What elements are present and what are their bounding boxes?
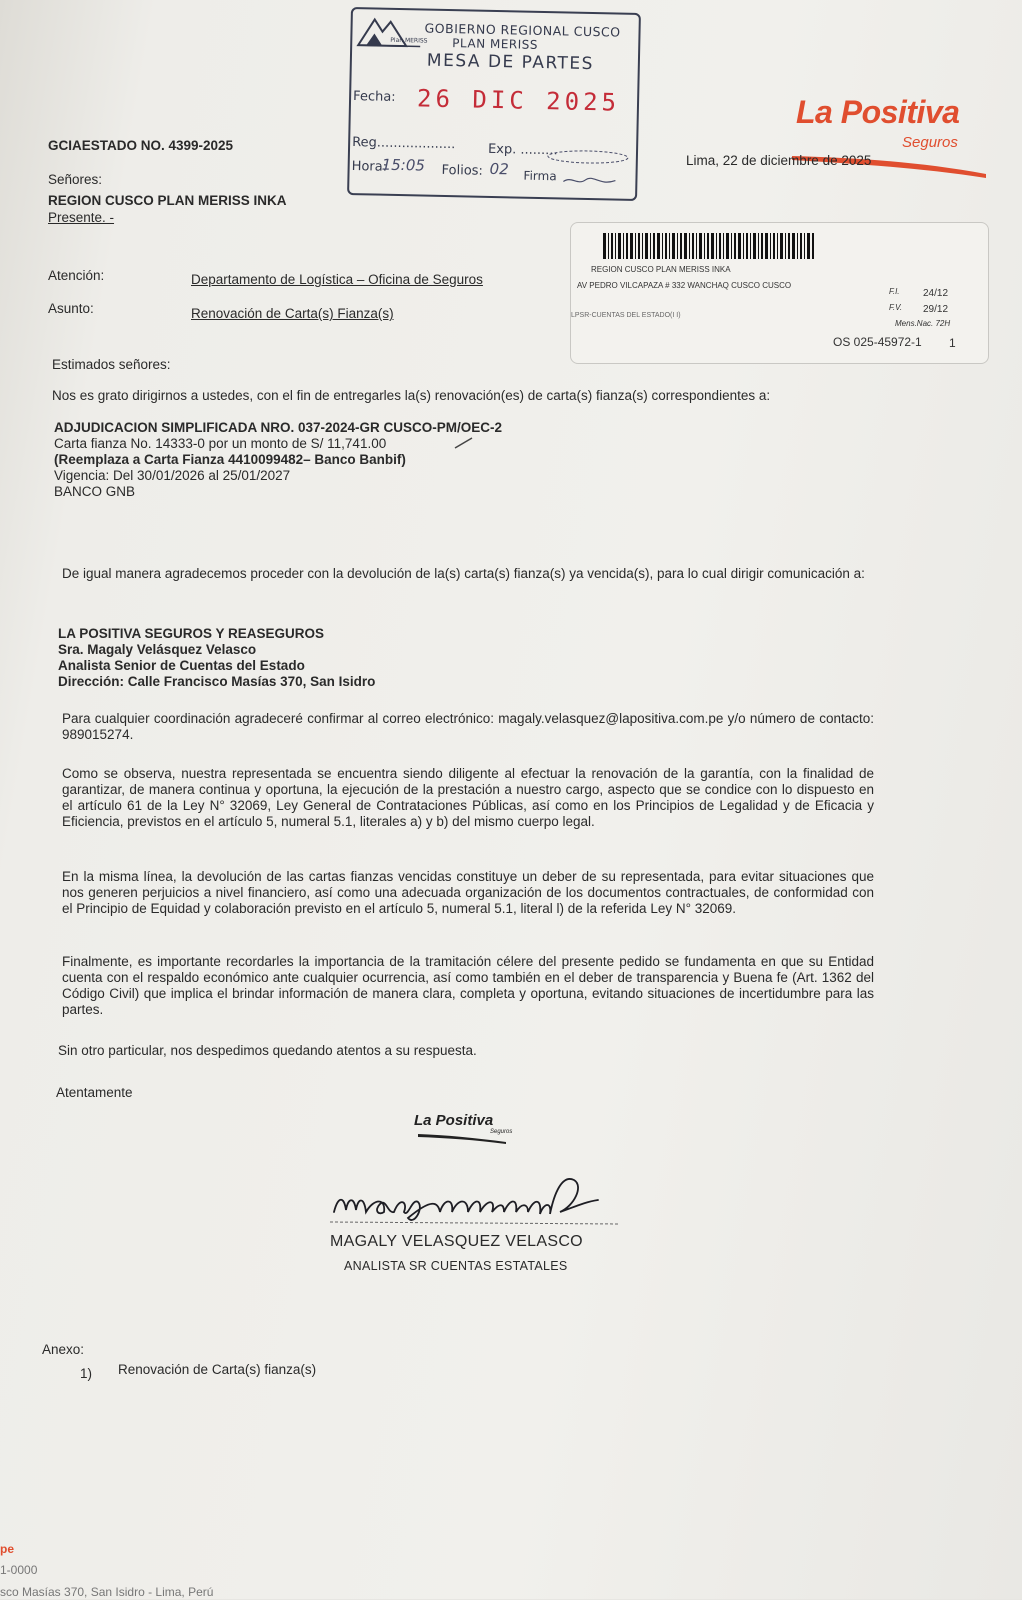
letter-date: Lima, 22 de diciembre de 2025	[686, 153, 872, 168]
stamp-scribble-icon	[546, 147, 632, 167]
coordinacion-paragraph: Para cualquier coordinación agradeceré confirmar al correo electrónico: magaly.velasquez@lapositiva.com.pe y/o número de contacto: 989015274.	[62, 711, 874, 742]
label-address: AV PEDRO VILCAPAZA # 332 WANCHAQ CUSCO CUSCO	[577, 281, 792, 290]
stamp-exp-label: Exp. .........	[487, 141, 558, 159]
carta-fianza-line: Carta fianza No. 14333-0 por un monto de S/ 11,741.00	[54, 436, 387, 451]
atencion-label: Atención:	[48, 268, 105, 283]
asunto-label: Asunto:	[48, 301, 94, 316]
brand-subtitle: Seguros	[902, 134, 958, 151]
annex-item: Renovación de Carta(s) fianza(s)	[118, 1362, 317, 1377]
stamp-line1: GOBIERNO REGIONAL CUSCO	[424, 20, 621, 40]
signer-name: MAGALY VELASQUEZ VELASCO	[330, 1233, 583, 1250]
contact-title: Analista Senior de Cuentas del Estado	[58, 658, 305, 673]
plan-meriss-logo-icon	[356, 13, 428, 48]
stamp-folios-value: 02	[489, 159, 509, 179]
stamp-reg-label: Reg...................	[352, 135, 456, 153]
courier-label	[570, 222, 989, 364]
vigencia-line: Vigencia: Del 30/01/2026 al 25/01/2027	[54, 468, 291, 483]
reemplaza-line: (Reemplaza a Carta Fianza 4410099482– Banco Banbif)	[54, 452, 406, 467]
label-recipient: REGION CUSCO PLAN MERISS INKA	[591, 265, 731, 274]
closing-line: Sin otro particular, nos despedimos quedando atentos a su respuesta.	[58, 1043, 477, 1058]
senores-label: Señores:	[48, 172, 103, 187]
letter-page: Plan MERISS GOBIERNO REGIONAL CUSCO PLAN MERISS MESA DE PARTES Fecha: 26 DIC 2025 Reg................... Exp. ......... Hora: 15:05 Folios: 02 Firma La Positiva Seguros GCIAESTADO NO. 4399-2025 Lima, 22 de diciembre de 2025 Señores: REGION CUSCO PLAN MERISS INKA Presente. - Atención: Departamento de Logística – Oficina de Seguros Asunto: Renovación de Carta(s) Fianza(s) REGION CUSCO PLAN MERISS INKA AV PEDRO VILCAPAZA # 332 WANCHAQ CUSCO CUSCO LPSR-CUENTAS DEL ESTADO(I I) F.I. 24/12 F.V. 29/12 Mens.Nac. 72H OS 025-45972-1 1 Estimados señores: Nos es grato dirigirnos a ustedes, con el fin de entregarles la(s) renovación(es) de carta(s) fianza(s) correspondientes a: ADJUDICACION SIMPLIFICADA NRO. 037-2024-GR CUSCO-PM/OEC-2 Carta fianza No. 14333-0 por un monto de S/ 11,741.00 (Reemplaza a Carta Fianza 4410099482– Banco Banbif) Vigencia: Del 30/01/2026 al 25/01/2027 BANCO GNB De igual manera agradecemos proceder con la devolución de la(s) carta(s) fianza(s) ya vencida(s), para lo cual dirigir comunicación a: LA POSITIVA SEGUROS Y REASEGUROS Sra. Magaly Velásquez Velasco Analista Senior de Cuentas del Estado Dirección: Calle Francisco Masías 370, San Isidro Para cualquier coordinación agradeceré confirmar al correo electrónico: magaly.velasquez@lapositiva.com.pe y/o número de contacto: 989015274. Como se observa, nuestra representada se encuentra siendo diligente al efectuar la renovación de la garantía, con la finalidad de garantizar, de manera continua y oportuna, la ejecución de la prestación a nuestro cargo, aspecto que se condice con lo dispuesto en el artículo 61 de la Ley N° 32069, Ley General de Contrataciones Públicas, así como en los Principios de Legalidad y de Eficacia y Eficiencia, previstos en el artículo 5, numeral 5.1, literales a) y b) del mismo cuerpo legal. En la misma línea, la devolución de las cartas fianzas vencidas constituye un deber de su representada, para evitar situaciones que nos generen perjuicios a nivel financiero, así como una adecuada organización de los documentos contractuales, de conformidad con el Principio de Equidad y colaboración previsto en el artículo 5, numeral 5.1, literal l) de la referida Ley N° 32069. Finalmente, es importante recordarles la importancia de la tramitación célere del presente pedido se fundamenta en que su Entidad cuenta con el respaldo económico ante cualquier ocurrencia, así como también en el deber de transparencia y Buena fe (Art. 1362 del Código Civil) que implica el brindar información de manera clara, completa y oportuna, evitando situaciones de incertidumbre para las partes. Sin otro particular, nos despedimos quedando atentos a su respuesta. Atentamente La Positiva Seguros MAGALY VELASQUEZ VELASCO ANALISTA SR CUENTAS ESTATALES Anexo: 1) Renovación de Carta(s) fianza(s) pe 1-0000 sco Masías 370, San Isidro - Lima, Perú	[0, 0, 1022, 1599]
recipient-name: REGION CUSCO PLAN MERISS INKA	[48, 193, 287, 208]
stamp-folios-label: Folios:	[441, 162, 484, 179]
presente-label: Presente. -	[48, 210, 115, 225]
greeting: Estimados señores:	[52, 357, 171, 372]
reference-number: GCIAESTADO NO. 4399-2025	[48, 138, 234, 153]
asunto-value: Renovación de Carta(s) Fianza(s)	[191, 306, 394, 321]
contact-name: Sra. Magaly Velásquez Velasco	[58, 642, 257, 657]
mesa-de-partes-stamp	[347, 7, 641, 201]
stamp-hora-label: Hora:	[351, 159, 388, 175]
paragraph-1: Como se observa, nuestra representada se encuentra siendo diligente al efectuar la renovación de la garantía, con la finalidad de garantizar, de manera continua y oportuna, la ejecución de la prestación a nuestro cargo, aspecto que se condice con lo dispuesto en el artículo 61 de la Ley N° 32069, Ley General de Contrataciones Públicas, así como en los Principios de Legalidad y de Eficacia y Eficiencia, previstos en el artículo 5, numeral 5.1, literales a) y b) del mismo cuerpo legal.	[62, 766, 874, 829]
banco-line: BANCO GNB	[54, 484, 136, 499]
label-fi-label: F.I.	[889, 287, 900, 296]
signature-swoosh-icon	[416, 1130, 508, 1144]
label-dept: LPSR-CUENTAS DEL ESTADO(I I)	[571, 312, 681, 319]
signer-title: ANALISTA SR CUENTAS ESTATALES	[344, 1259, 568, 1273]
stamp-line3: MESA DE PARTES	[426, 50, 595, 75]
paragraph-2: En la misma línea, la devolución de las cartas fianzas vencidas constituye un deber de su representada, para evitar situaciones que nos generen perjuicios a nivel financiero, así como una adecuada organización de los documentos contractuales, de conformidad con el Principio de Equidad y colaboración previsto en el artículo 5, numeral 5.1, literal l) de la referida Ley N° 32069.	[62, 869, 874, 916]
footer-line1: pe	[0, 1542, 15, 1556]
intro-paragraph: Nos es grato dirigirnos a ustedes, con el fin de entregarles la(s) renovación(es) de carta(s) fianza(s) correspondientes a:	[52, 388, 771, 403]
paragraph-3: Finalmente, es importante recordarles la importancia de la tramitación célere del presente pedido se fundamenta en que su Entidad cuenta con el respaldo económico ante cualquier ocurrencia, así como también en el deber de transparencia y Buena fe (Art. 1362 del Código Civil) que implica el brindar información de manera clara, completa y oportuna, evitando situaciones de incertidumbre para las partes.	[62, 954, 874, 1017]
stamp-fecha-value: 26 DIC 2025	[416, 84, 621, 117]
annex-item-number: 1)	[80, 1366, 93, 1381]
stamp-fecha-label: Fecha:	[352, 89, 396, 105]
atencion-value: Departamento de Logística – Oficina de Seguros	[191, 272, 483, 287]
stamp-firma-scribble-icon	[561, 173, 617, 188]
atentamente: Atentamente	[56, 1085, 133, 1100]
label-os: OS 025-45972-1	[833, 335, 922, 349]
label-fi-value: 24/12	[923, 288, 949, 299]
stamp-line2: PLAN MERISS	[452, 36, 539, 52]
brand-name: La Positiva	[796, 94, 960, 130]
label-mens: Mens.Nac. 72H	[895, 319, 951, 328]
company-name: LA POSITIVA SEGUROS Y REASEGUROS	[58, 626, 325, 641]
check-mark-icon	[452, 436, 474, 452]
label-fv-value: 29/12	[923, 304, 949, 315]
annex-label: Anexo:	[42, 1342, 85, 1357]
stamp-firma-label: Firma	[523, 168, 557, 184]
la-positiva-logo	[796, 94, 996, 184]
stamp-hora-value: 15:05	[381, 155, 426, 175]
footer-line3: sco Masías 370, San Isidro - Lima, Perú	[0, 1585, 214, 1599]
contact-address: Dirección: Calle Francisco Masías 370, San Isidro	[58, 674, 376, 689]
handwritten-signature-icon	[328, 1168, 628, 1238]
label-fv-label: F.V.	[889, 303, 903, 312]
label-os-count: 1	[949, 336, 956, 350]
barcode-icon	[603, 233, 815, 259]
svg-text:Plan MERISS: Plan MERISS	[390, 36, 428, 45]
footer-line2: 1-0000	[0, 1563, 38, 1577]
devolucion-paragraph: De igual manera agradecemos proceder con la devolución de la(s) carta(s) fianza(s) ya vencida(s), para lo cual dirigir comunicación a:	[62, 566, 865, 581]
adjudicacion-title: ADJUDICACION SIMPLIFICADA NRO. 037-2024-GR CUSCO-PM/OEC-2	[54, 420, 503, 435]
